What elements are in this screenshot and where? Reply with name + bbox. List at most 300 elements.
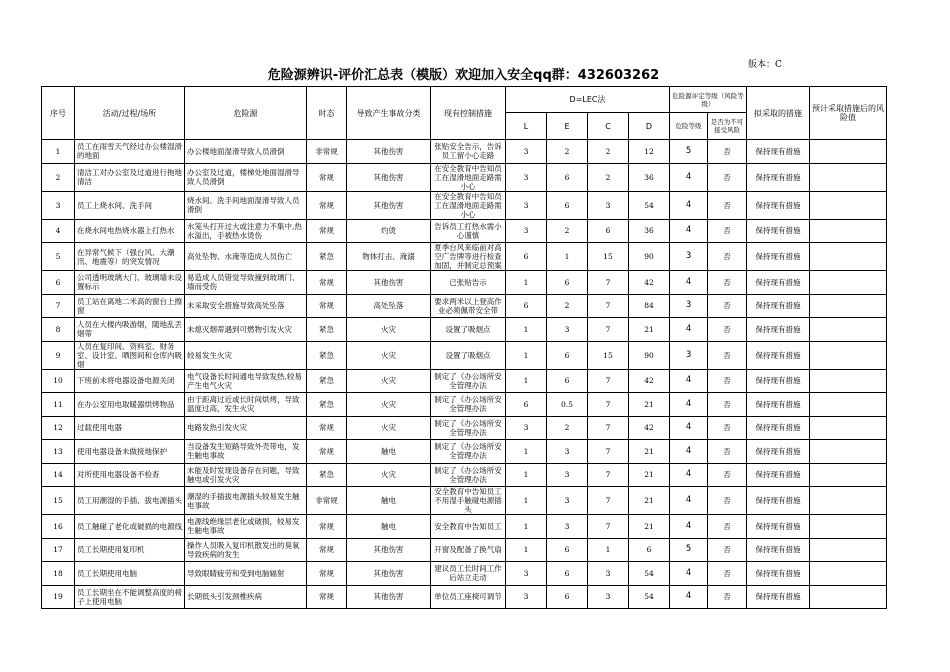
row-accident: 火灾: [347, 318, 431, 342]
row-hazard: 导致眼睛疲劳和受到电脑辐射: [185, 562, 307, 586]
row-planned: 保持现有措施: [747, 562, 810, 586]
row-hazard: 电气设备长时间通电导致发热,较易产生电气火灾: [185, 369, 307, 393]
table-row: [42, 318, 887, 342]
row-control: 安全教育中告知员工: [431, 515, 506, 539]
row-l: 1: [506, 440, 547, 464]
row-planned: 保持现有措施: [747, 219, 810, 243]
page-title: 危险源辨识-评价汇总表（模版）欢迎加入安全qq群：432603262: [41, 66, 886, 87]
row-expected: [810, 416, 887, 440]
row-activity: 下班前未将电器设备电源关闭: [75, 369, 185, 393]
row-d: 6: [629, 538, 670, 562]
row-d: 42: [629, 416, 670, 440]
row-accident: 火灾: [347, 463, 431, 487]
row-c: 7: [588, 515, 629, 539]
row-unacceptable: 否: [708, 393, 747, 417]
row-e: 6: [547, 562, 588, 586]
row-level: 4: [670, 463, 708, 487]
row-activity: 在办公室用电取暖器烘烤物品: [75, 393, 185, 417]
row-planned: 保持现有措施: [747, 463, 810, 487]
row-e: 6: [547, 191, 588, 219]
row-expected: [810, 219, 887, 243]
row-hazard: 电路发热引发火灾: [185, 416, 307, 440]
row-level: 4: [670, 562, 708, 586]
row-planned: 保持现有措施: [747, 585, 810, 609]
row-e: 6: [547, 538, 588, 562]
row-hazard: 办公室及过道，楼梯处地面湿滑导致人员滑倒: [185, 163, 307, 191]
row-activity: 人员在大楼内吸游烟，随地乱丢烟蒂: [75, 318, 185, 342]
row-c: 7: [588, 318, 629, 342]
row-no: 9: [42, 341, 75, 369]
row-hazard: 操作人员吸入复印机散发出的臭氧导致疾病的发生: [185, 538, 307, 562]
row-planned: 保持现有措施: [747, 191, 810, 219]
table-row: [42, 219, 887, 243]
row-level: 4: [670, 440, 708, 464]
row-d: 21: [629, 515, 670, 539]
row-expected: [810, 341, 887, 369]
row-accident: 高处坠落: [347, 294, 431, 318]
row-accident: 触电: [347, 487, 431, 515]
row-c: 7: [588, 487, 629, 515]
row-l: 6: [506, 294, 547, 318]
row-no: 17: [42, 538, 75, 562]
row-planned: 保持现有措施: [747, 416, 810, 440]
row-l: 3: [506, 219, 547, 243]
row-d: 21: [629, 487, 670, 515]
row-expected: [810, 243, 887, 271]
row-unacceptable: 否: [708, 271, 747, 295]
row-expected: [810, 369, 887, 393]
row-c: 3: [588, 191, 629, 219]
row-state: 紧急: [307, 369, 347, 393]
row-no: 12: [42, 416, 75, 440]
row-state: 常规: [307, 191, 347, 219]
version-label: 版本：C: [748, 60, 782, 70]
row-l: 1: [506, 318, 547, 342]
table-row: [42, 463, 887, 487]
row-d: 42: [629, 271, 670, 295]
row-accident: 火灾: [347, 393, 431, 417]
row-activity: 在烧水间电热烧水器上打热水: [75, 219, 185, 243]
row-d: 12: [629, 140, 670, 164]
row-c: 7: [588, 416, 629, 440]
row-hazard: 由于距离过近或长时间烘烤，导致温度过高，发生火灾: [185, 393, 307, 417]
row-planned: 保持现有措施: [747, 393, 810, 417]
row-accident: 其他伤害: [347, 562, 431, 586]
header-state: 时态: [307, 87, 347, 140]
row-control: 制定了《办公场所安全管理办法: [431, 369, 506, 393]
header-e: E: [547, 113, 588, 140]
row-c: 15: [588, 243, 629, 271]
row-activity: 公司透明玻璃大门、玻璃墙未设置标示: [75, 271, 185, 295]
row-activity: 使用电器设备未做接地保护: [75, 440, 185, 464]
row-accident: 火灾: [347, 416, 431, 440]
row-unacceptable: 否: [708, 585, 747, 609]
row-d: 36: [629, 219, 670, 243]
header-rating: 危险源评定等级（风险等级）: [670, 87, 747, 113]
row-e: 6: [547, 585, 588, 609]
header-hazard: 危险源: [185, 87, 307, 140]
row-no: 10: [42, 369, 75, 393]
row-e: 0.5: [547, 393, 588, 417]
row-unacceptable: 否: [708, 562, 747, 586]
row-state: 常规: [307, 585, 347, 609]
row-l: 1: [506, 341, 547, 369]
row-unacceptable: 否: [708, 515, 747, 539]
row-no: 16: [42, 515, 75, 539]
row-e: 2: [547, 416, 588, 440]
header-c: C: [588, 113, 629, 140]
row-planned: 保持现有措施: [747, 271, 810, 295]
table-body: [42, 140, 887, 609]
row-activity: 员工在雨雪天气经过办公楼湿滑的地面: [75, 140, 185, 164]
row-e: 2: [547, 294, 588, 318]
row-state: 常规: [307, 294, 347, 318]
table-row: [42, 191, 887, 219]
table-row: [42, 440, 887, 464]
row-d: 54: [629, 191, 670, 219]
header-planned: 拟采取的措施: [747, 87, 810, 140]
row-c: 7: [588, 393, 629, 417]
row-unacceptable: 否: [708, 163, 747, 191]
row-level: 4: [670, 487, 708, 515]
row-no: 14: [42, 463, 75, 487]
row-d: 84: [629, 294, 670, 318]
table-row: [42, 271, 887, 295]
row-l: 3: [506, 163, 547, 191]
row-l: 3: [506, 140, 547, 164]
header-activity: 活动/过程/场所: [75, 87, 185, 140]
row-e: 3: [547, 487, 588, 515]
row-expected: [810, 440, 887, 464]
row-l: 1: [506, 538, 547, 562]
row-planned: 保持现有措施: [747, 163, 810, 191]
row-no: 6: [42, 271, 75, 295]
row-activity: 人员在复印间、资料室、财务室、设计室、晒图间和仓库内吸烟: [75, 341, 185, 369]
row-level: 4: [670, 318, 708, 342]
row-accident: 其他伤害: [347, 140, 431, 164]
row-expected: [810, 393, 887, 417]
row-activity: 员工长期坐在不能调整高度的椅子上使用电脑: [75, 585, 185, 609]
row-control: 开窗及配备了换气扇: [431, 538, 506, 562]
row-hazard: 办公楼地面湿滑导致人员滑倒: [185, 140, 307, 164]
row-control: 制定了《办公场所安全管理办法: [431, 463, 506, 487]
row-no: 13: [42, 440, 75, 464]
table-row: [42, 562, 887, 586]
row-state: 常规: [307, 271, 347, 295]
row-control: 已张贴告示: [431, 271, 506, 295]
row-hazard: 未熄灭烟蒂遇到可燃物引发火灾: [185, 318, 307, 342]
table-row: [42, 163, 887, 191]
row-c: 7: [588, 440, 629, 464]
row-accident: 其他伤害: [347, 163, 431, 191]
row-c: 2: [588, 163, 629, 191]
row-activity: 员工用潮湿的手插、拔电源插头: [75, 487, 185, 515]
row-activity: 清洁工对办公室及过道进行拖地清洁: [75, 163, 185, 191]
row-expected: [810, 487, 887, 515]
table-row: [42, 393, 887, 417]
row-e: 6: [547, 271, 588, 295]
row-control: 建议员工长时间工作后站立走动: [431, 562, 506, 586]
row-expected: [810, 562, 887, 586]
row-activity: 员工触碰了老化或破损的电源线: [75, 515, 185, 539]
row-control: 在安全教育中告知员工在湿滑地面走路需小心: [431, 191, 506, 219]
row-c: 2: [588, 140, 629, 164]
row-hazard: 高处坠物、水淹等造成人员伤亡: [185, 243, 307, 271]
row-d: 21: [629, 393, 670, 417]
row-l: 6: [506, 243, 547, 271]
row-control: 制定了《办公场所安全管理办法: [431, 440, 506, 464]
row-expected: [810, 163, 887, 191]
row-e: 6: [547, 341, 588, 369]
header-accident: 导致产生事故分类: [347, 87, 431, 140]
row-planned: 保持现有措施: [747, 294, 810, 318]
row-hazard: 水笼头打开过大或注意力不集中,热水溢出，手被热水烫伤: [185, 219, 307, 243]
row-planned: 保持现有措施: [747, 440, 810, 464]
row-planned: 保持现有措施: [747, 515, 810, 539]
row-no: 11: [42, 393, 75, 417]
row-state: 常规: [307, 538, 347, 562]
row-e: 3: [547, 440, 588, 464]
row-state: 常规: [307, 440, 347, 464]
hazard-table: [41, 86, 887, 609]
row-expected: [810, 515, 887, 539]
row-c: 7: [588, 463, 629, 487]
row-expected: [810, 585, 887, 609]
row-e: 1: [547, 243, 588, 271]
table-row: [42, 487, 887, 515]
row-level: 4: [670, 393, 708, 417]
row-accident: 物体打击、淹溺: [347, 243, 431, 271]
row-no: 8: [42, 318, 75, 342]
row-control: 设置了吸烟点: [431, 341, 506, 369]
row-l: 1: [506, 515, 547, 539]
row-state: 常规: [307, 515, 347, 539]
row-accident: 灼烫: [347, 219, 431, 243]
header-control: 现有控制措施: [431, 87, 506, 140]
row-planned: 保持现有措施: [747, 538, 810, 562]
row-accident: 其他伤害: [347, 271, 431, 295]
row-e: 3: [547, 463, 588, 487]
row-l: 1: [506, 271, 547, 295]
row-hazard: 较易发生火灾: [185, 341, 307, 369]
row-activity: 对所使用电器设备不检查: [75, 463, 185, 487]
row-e: 2: [547, 219, 588, 243]
row-control: 要求两米以上登高作业必须佩带安全带: [431, 294, 506, 318]
row-state: 紧急: [307, 341, 347, 369]
row-c: 3: [588, 585, 629, 609]
row-state: 紧急: [307, 393, 347, 417]
row-e: 6: [547, 163, 588, 191]
row-accident: 火灾: [347, 369, 431, 393]
row-control: 设置了吸烟点: [431, 318, 506, 342]
row-level: 4: [670, 219, 708, 243]
row-l: 3: [506, 585, 547, 609]
row-level: 3: [670, 294, 708, 318]
row-expected: [810, 294, 887, 318]
row-control: 张贴安全告示，告诉员工留小心走路: [431, 140, 506, 164]
row-unacceptable: 否: [708, 191, 747, 219]
row-activity: 过载使用电器: [75, 416, 185, 440]
row-unacceptable: 否: [708, 463, 747, 487]
row-hazard: 烧水间、洗手间地面湿滑导致人员滑倒: [185, 191, 307, 219]
row-no: 19: [42, 585, 75, 609]
row-planned: 保持现有措施: [747, 318, 810, 342]
row-expected: [810, 191, 887, 219]
row-level: 4: [670, 515, 708, 539]
row-control: 安全教育中告知员工不用湿手触碰电源插头: [431, 487, 506, 515]
row-expected: [810, 538, 887, 562]
row-state: 非常规: [307, 140, 347, 164]
row-level: 4: [670, 369, 708, 393]
row-activity: 员工站在离地二米高的窗台上擦窗: [75, 294, 185, 318]
row-state: 紧急: [307, 318, 347, 342]
row-unacceptable: 否: [708, 318, 747, 342]
row-level: 3: [670, 243, 708, 271]
header-level: 危险等级: [670, 113, 708, 140]
row-d: 54: [629, 562, 670, 586]
row-no: 2: [42, 163, 75, 191]
row-e: 3: [547, 318, 588, 342]
row-state: 常规: [307, 562, 347, 586]
row-hazard: 当设备发生短路导致外壳带电，发生触电事故: [185, 440, 307, 464]
row-level: 4: [670, 416, 708, 440]
row-no: 18: [42, 562, 75, 586]
row-d: 36: [629, 163, 670, 191]
row-planned: 保持现有措施: [747, 487, 810, 515]
row-hazard: 未能及时发现设备存在问题，导致触电或引发火灾: [185, 463, 307, 487]
header-d: D: [629, 113, 670, 140]
row-control: 夏季台风来临前对高空广告牌等进行检查加固，并制定总预案: [431, 243, 506, 271]
row-unacceptable: 否: [708, 140, 747, 164]
table-row: [42, 416, 887, 440]
row-hazard: 未采取安全措施导致高处坠落: [185, 294, 307, 318]
row-l: 6: [506, 393, 547, 417]
table-row: [42, 243, 887, 271]
row-control: 在安全教育中告知员工在湿滑地面走路需小心: [431, 163, 506, 191]
row-level: 4: [670, 163, 708, 191]
row-unacceptable: 否: [708, 294, 747, 318]
row-l: 1: [506, 369, 547, 393]
table-row: [42, 585, 887, 609]
row-state: 常规: [307, 416, 347, 440]
header-l: L: [506, 113, 547, 140]
row-level: 4: [670, 585, 708, 609]
row-expected: [810, 271, 887, 295]
row-accident: 触电: [347, 515, 431, 539]
row-activity: 在异常气候下（强台风、大潮汛、地震等）的突发情况: [75, 243, 185, 271]
row-activity: 员工长期使用电脑: [75, 562, 185, 586]
row-activity: 员工长期使用复印机: [75, 538, 185, 562]
row-expected: [810, 140, 887, 164]
row-accident: 其他伤害: [347, 585, 431, 609]
row-expected: [810, 318, 887, 342]
row-state: 非常规: [307, 487, 347, 515]
table-row: [42, 538, 887, 562]
row-no: 1: [42, 140, 75, 164]
row-d: 90: [629, 243, 670, 271]
table-row: [42, 515, 887, 539]
row-no: 15: [42, 487, 75, 515]
row-c: 7: [588, 294, 629, 318]
row-control: 制定了《办公场所安全管理办法: [431, 416, 506, 440]
row-level: 4: [670, 191, 708, 219]
row-c: 3: [588, 562, 629, 586]
row-unacceptable: 否: [708, 440, 747, 464]
row-l: 1: [506, 487, 547, 515]
row-planned: 保持现有措施: [747, 369, 810, 393]
row-accident: 火灾: [347, 341, 431, 369]
row-hazard: 潮湿的手插拔电源插头较易发生触电事故: [185, 487, 307, 515]
row-planned: 保持现有措施: [747, 341, 810, 369]
row-planned: 保持现有措施: [747, 140, 810, 164]
row-level: 4: [670, 271, 708, 295]
row-no: 7: [42, 294, 75, 318]
row-l: 1: [506, 463, 547, 487]
row-unacceptable: 否: [708, 416, 747, 440]
row-activity: 员工上烧水间、洗手间: [75, 191, 185, 219]
row-unacceptable: 否: [708, 243, 747, 271]
row-e: 2: [547, 140, 588, 164]
row-state: 常规: [307, 219, 347, 243]
row-unacceptable: 否: [708, 219, 747, 243]
row-l: 3: [506, 416, 547, 440]
row-accident: 触电: [347, 440, 431, 464]
row-no: 4: [42, 219, 75, 243]
row-control: 告诉员工打热水需小心谨慎: [431, 219, 506, 243]
row-unacceptable: 否: [708, 341, 747, 369]
header-lec: D=LEC法: [506, 87, 670, 113]
row-e: 6: [547, 369, 588, 393]
row-level: 3: [670, 341, 708, 369]
row-state: 紧急: [307, 463, 347, 487]
row-unacceptable: 否: [708, 369, 747, 393]
row-accident: 其他伤害: [347, 191, 431, 219]
table-row: [42, 341, 887, 369]
row-no: 5: [42, 243, 75, 271]
row-d: 21: [629, 440, 670, 464]
row-no: 3: [42, 191, 75, 219]
row-unacceptable: 否: [708, 538, 747, 562]
row-d: 90: [629, 341, 670, 369]
row-c: 1: [588, 538, 629, 562]
row-l: 3: [506, 562, 547, 586]
row-level: 5: [670, 538, 708, 562]
header-expected: 预计采取措施后的风险值: [810, 87, 887, 140]
row-d: 21: [629, 318, 670, 342]
row-accident: 其他伤害: [347, 538, 431, 562]
row-d: 54: [629, 585, 670, 609]
row-control: 制定了《办公场所安全管理办法: [431, 393, 506, 417]
row-c: 7: [588, 369, 629, 393]
row-control: 单位员工座椅可调节: [431, 585, 506, 609]
table-row: [42, 294, 887, 318]
row-e: 3: [547, 515, 588, 539]
row-d: 42: [629, 369, 670, 393]
header-no: 序号: [42, 87, 75, 140]
row-hazard: 长期低头引发颈椎疾病: [185, 585, 307, 609]
row-l: 3: [506, 191, 547, 219]
row-hazard: 易造成人员错觉导致撞到玻璃门、墙而受伤: [185, 271, 307, 295]
row-d: 21: [629, 463, 670, 487]
row-c: 7: [588, 271, 629, 295]
row-level: 5: [670, 140, 708, 164]
row-unacceptable: 否: [708, 487, 747, 515]
row-c: 6: [588, 219, 629, 243]
row-c: 15: [588, 341, 629, 369]
table-row: [42, 140, 887, 164]
row-expected: [810, 463, 887, 487]
row-planned: 保持现有措施: [747, 243, 810, 271]
